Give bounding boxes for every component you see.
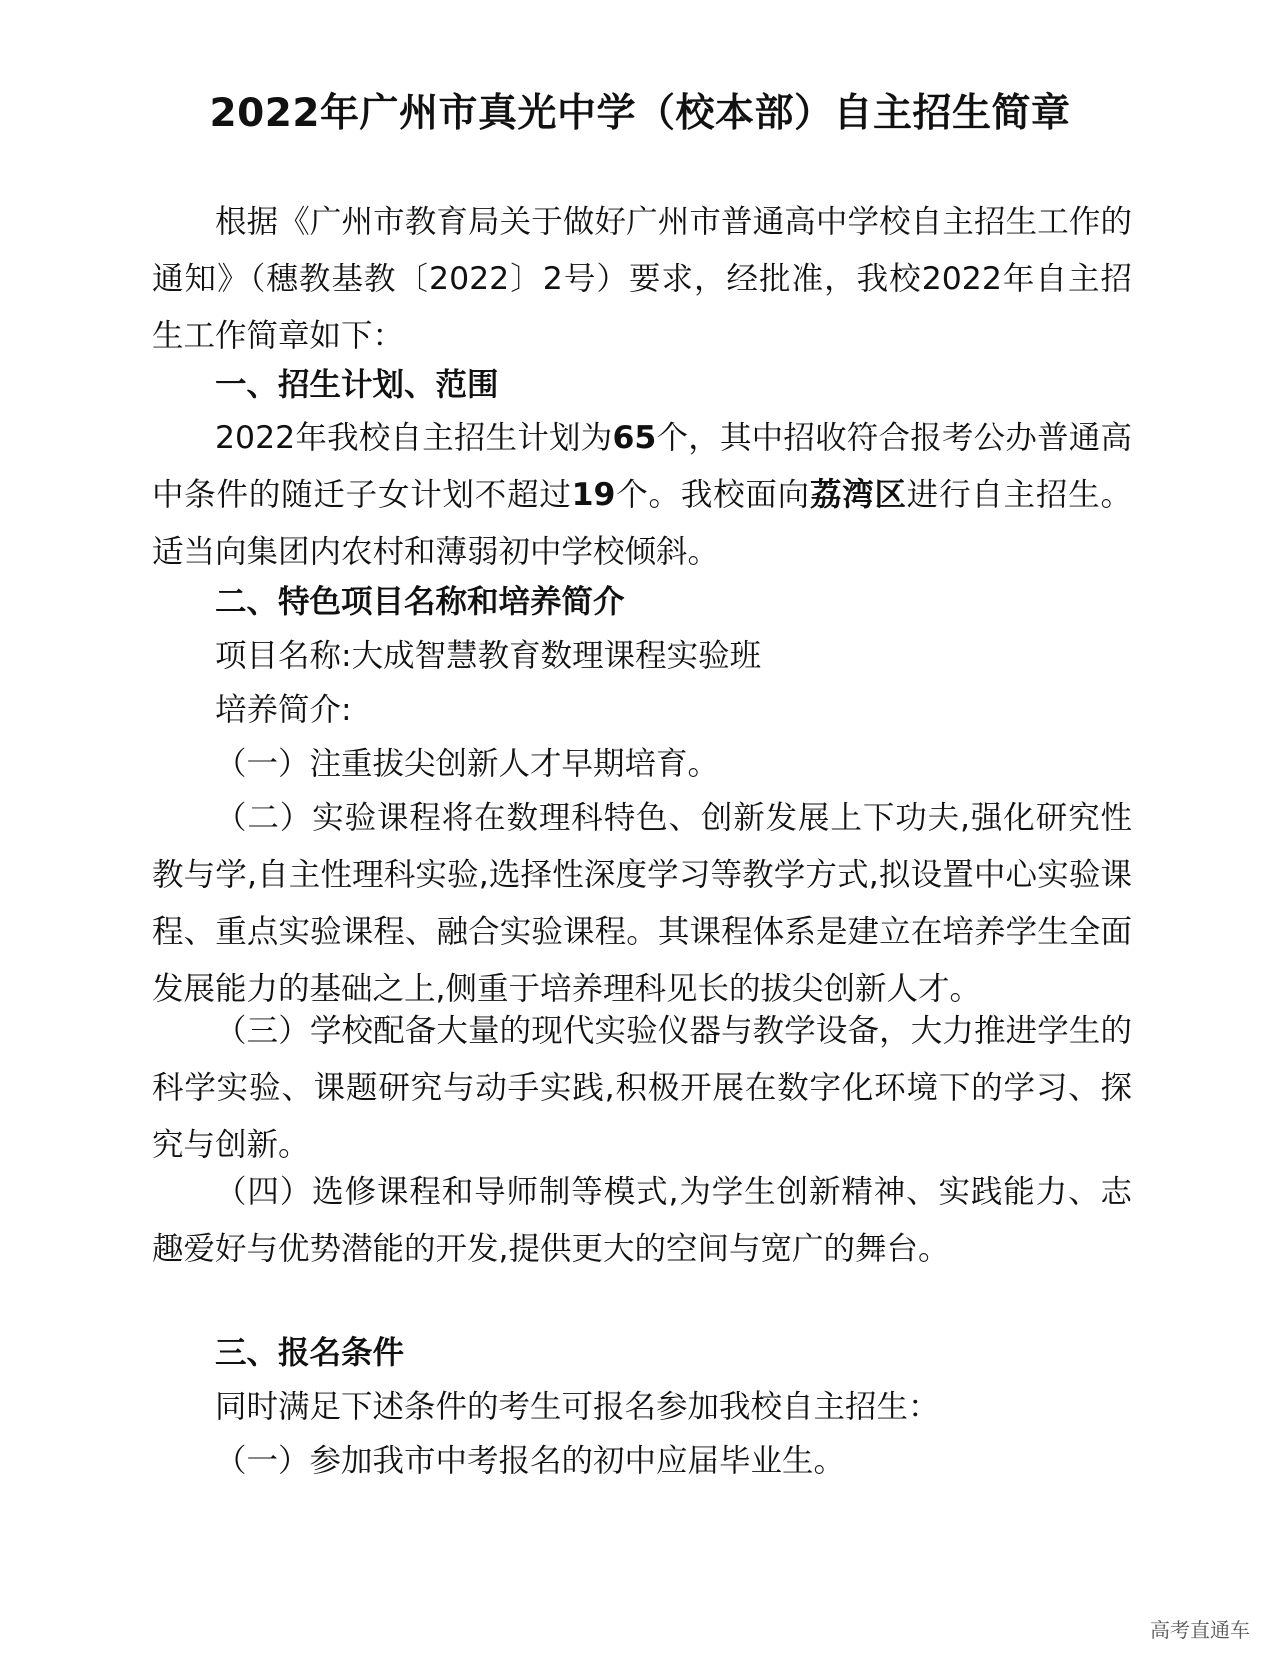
section-2-heading: 二、特色项目名称和培养简介 (215, 584, 625, 620)
training-item-4: （四）选修课程和导师制等模式,为学生创新精神、实践能力、志趣爱好与优势潜能的开发,提供更大的空间与宽广的舞台。 (152, 1174, 1132, 1267)
section-1-heading: 一、招生计划、范围 (215, 367, 499, 403)
training-intro-label: 培养简介: (215, 692, 352, 728)
document-title: 2022年广州市真光中学（校本部）自主招生简章 (209, 91, 1071, 136)
section-1-paragraph (152, 410, 1132, 581)
watermark-text: 高考直通车 (1150, 1618, 1250, 1642)
district-name: 荔湾区 (809, 477, 907, 513)
project-name: 项目名称:大成智慧教育数理课程实验班 (215, 638, 762, 674)
quota-total: 65 (612, 420, 657, 456)
section-3-heading: 三、报名条件 (215, 1335, 405, 1371)
quota-text-d: 进行自主招生。适当向集团内农村和薄弱初中学校倾斜。 (152, 477, 1132, 570)
quota-text-a: 2022年我校自主招生计划为 (215, 420, 613, 456)
training-item-2: （二）实验课程将在数理科特色、创新发展上下功夫,强化研究性教与学,自主性理科实验,选择性深度学习等教学方式,拟设置中心实验课程、重点实验课程、融合实验课程。其课程体系是建立在培养学生全面发展能力的基础之上,侧重于培养理科见长的拔尖创新人才。 (152, 800, 1132, 1007)
quota-migrant: 19 (571, 477, 616, 513)
eligibility-item-1: （一）参加我市中考报名的初中应届毕业生。 (215, 1443, 846, 1479)
training-item-1: （一）注重拔尖创新人才早期培育。 (215, 746, 720, 782)
quota-text-b: 个，其中招收符合报考公办普通高中条件的随迁子女计划不超过 (152, 420, 1132, 513)
quota-text-c: 个。我校面向 (615, 477, 810, 513)
training-item-3: （三）学校配备大量的现代实验仪器与教学设备，大力推进学生的科学实验、课题研究与动手实践,积极开展在数字化环境下的学习、探究与创新。 (152, 1013, 1132, 1163)
eligibility-lead: 同时满足下述条件的考生可报名参加我校自主招生： (215, 1389, 940, 1425)
intro-paragraph: 根据《广州市教育局关于做好广州市普通高中学校自主招生工作的通知》（穗教基教〔2022〕2号）要求，经批准，我校2022年自主招生工作简章如下： (152, 204, 1132, 354)
